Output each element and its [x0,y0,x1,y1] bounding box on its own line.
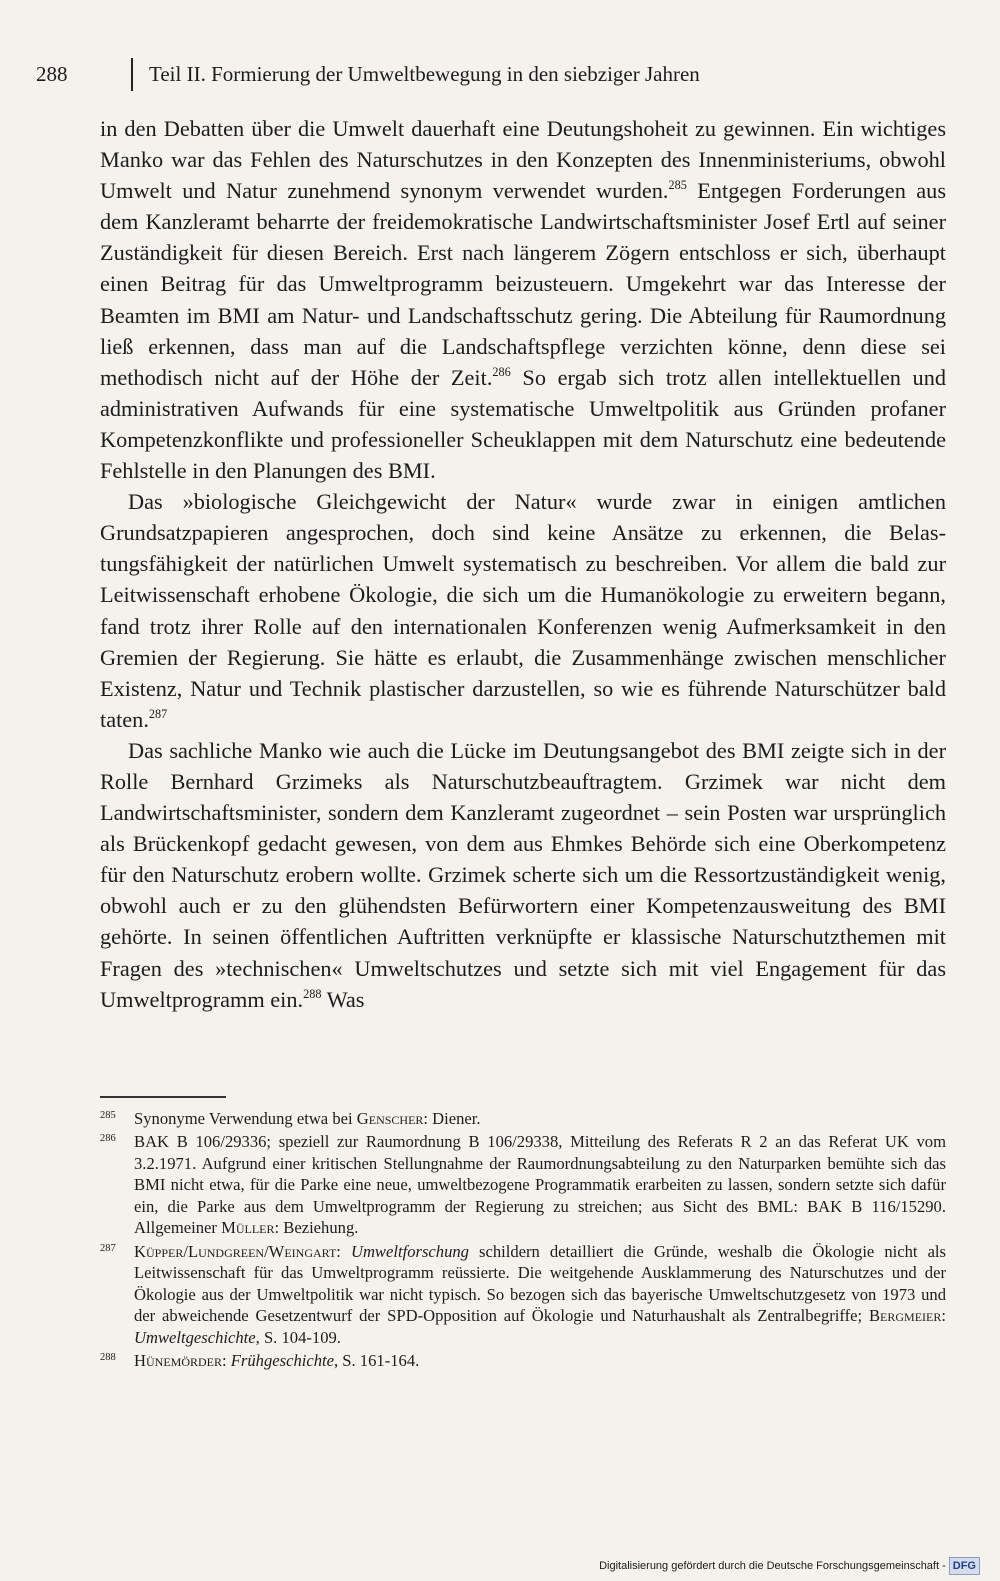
cited-title: Frühgeschichte [230,1351,334,1371]
paragraph-text: So ergab sich trotz allen intellektuellen und administrativen Aufwands für eine systematische Umweltpolitik aus Gründen profaner Kompetenzkonflikte und professioneller Scheuklappen mit dem Naturschutz eine bedeutende Fehlstelle in den Planungen des BMI. [100,364,947,484]
footnote-text: schildern detailliert die Gründe, weshalb die Ökologie nicht als Leitwissenschaft für das Umweltprogramm reüssierte. Die weitgehende Ausklammerung des Naturschutzes und der Ökologie aus der Umweltpolitik war nicht typisch. So bezogen sich das bayerische Umweltschutzgesetz von 1973 und der abweichende Gesetzentwurf der SPD-Opposition auf Ökologie und Naturhaushalt als Zentralbegriffe; [134,1241,946,1326]
page-number: 288 [36,62,68,86]
paragraph-text: in den Debatten über die Umwelt dauerhaft eine Deutungshoheit zu gewinnen. Ein wichtiges Manko war das Fehlen des Naturschutzes in den Konzepten des Innenministeriums, obwohl Umwelt und Natur zunehmend synonym verwendet wurden. [100,116,946,204]
funding-credit: Digitalisierung gefördert durch die Deutsche Forschungsgemeinschaft - [599,1560,946,1572]
footnote-text: Synonyme Verwendung etwa bei [134,1109,357,1128]
dfg-logo: DFG [949,1557,980,1575]
footnote-number: 285 [100,1110,116,1121]
paragraph-text: Was [321,986,365,1012]
footnotes [100,1108,946,1373]
paragraph-3 [100,735,946,1015]
footnote-287 [100,1241,946,1349]
cited-author: Bergmeier [868,1306,942,1326]
cited-title: Umweltgeschichte [134,1327,256,1347]
footnote-text: : [941,1306,946,1326]
cited-author: Müller [221,1218,275,1238]
footnote-number: 286 [100,1133,116,1145]
footnote-text: , S. 104-109. [255,1327,341,1347]
digitization-footer [599,1556,980,1576]
footnote-ref-286[interactable]: 286 [492,364,511,379]
paragraph-2 [100,486,946,735]
paragraph-1 [100,113,946,486]
header-separator [131,58,133,91]
footnote-ref-288[interactable]: 288 [303,986,322,1001]
footnote-285 [100,1108,946,1130]
paragraph-text: Das sachliche Manko wie auch die Lücke im Deutungsangebot des BMI zeigte sich in der Rolle Bernhard Grzimeks als Naturschutzbeauftragtem. Grzimek war nicht dem Landwirtschaftsminister, sondern dem Kanzleramt zugeordnet – sein Posten war ursprünglich als Brückenkopf gedacht gewesen, von dem aus Ehmkes Behörde sich eine Oberkompetenz für den Naturschutz erobern wollte. Grzimek scherte sich um die Ressortzuständigkeit wenig, obwohl auch er zu den glühendsten Befürwortern einer Kompetenzausweitung des BMI gehörte. In seinen öffentlichen Auftritten verknüpfte er klassische Naturschutzthemen mit Fragen des »technischen« Umweltschutzes und setzte sich mit viel Engagement für das Umweltprogramm ein. [100,737,946,1012]
cited-title: Umweltforschung [350,1241,469,1261]
footnote-286 [100,1131,946,1239]
running-header [36,54,956,94]
footnote-288 [100,1350,946,1372]
body-text [100,113,946,1015]
footnote-ref-287[interactable]: 287 [148,706,168,721]
cited-author: Küpper/Lundgreen/Weingart [134,1241,337,1261]
footnote-divider [100,1096,226,1098]
footnote-number: 288 [100,1352,116,1364]
running-title: Teil II. Formierung der Umweltbewegung in den siebziger Jahren [149,62,700,86]
footnote-text: : [222,1351,231,1371]
footnote-number: 287 [100,1242,116,1254]
paragraph-text: Das »biologische Gleichgewicht der Natur« wurde zwar in einigen amtlichen Grundsatzpapieren angesprochen, doch sind keine Ansätze zu erkennen, die Belastungsfähigkeit der natürlichen Umwelt systematisch zu beschreiben. Vor allem die bald zur Leitwissenschaft erhobene Ökologie, die sich um die Humanökologie zu erweitern begann, fand trotz ihrer Rolle auf den internationalen Konferenzen wenig Aufmerksamkeit in den Gremien der Regierung. Sie hätte es erlaubt, die Zusammenhänge zwischen menschlicher Existenz, Natur und Technik plastischer darzustellen, so wie es führende Naturschützer bald taten. [100,489,946,732]
cited-author: Hünemörder [134,1351,222,1371]
footnote-ref-285[interactable]: 285 [668,178,687,192]
footnote-text: : [336,1241,351,1261]
footnote-text: : Diener. [423,1109,481,1128]
footnote-text: , S. 161-164. [333,1351,420,1371]
cited-author: Genscher [356,1109,424,1128]
footnote-text: BAK B 106/29336; speziell zur Raumordnung B 106/29338, Mitteilung des Referats R 2 an das Referat UK vom 3.2.1971. Aufgrund einer kritischen Stellungnahme der Raumordnungsabteilung zu den Naturparken bemühte sich das BMI nicht etwa, für die Parke eine neue, umweltbezogene Programmatik erarbeiten zu lassen, sondern setzte sich dafür ein, die Parke aus dem Umweltprogramm der Regierung zu streichen; aus Sicht des BML: BAK B 116/15290. Allgemeiner [134,1132,946,1238]
paragraph-text: Entgegen Forderungen aus dem Kanzleramt beharrte der freidemokratische Landwirtschaftsminister Josef Ertl auf seiner Zuständigkeit für diesen Bereich. Erst nach längerem Zögern entschloss er sich, überhaupt einen Beitrag für das Umweltprogramm beizusteuern. Umgekehrt war das Interesse der Beamten im BMI am Natur- und Landschaftsschutz gering. Die Abteilung für Raumordnung ließ erkennen, dass man auf die Landschaftspflege verzichten könne, denn diese sei methodisch nicht auf der Höhe der Zeit. [100,178,946,390]
footnote-text: : Beziehung. [274,1218,359,1238]
